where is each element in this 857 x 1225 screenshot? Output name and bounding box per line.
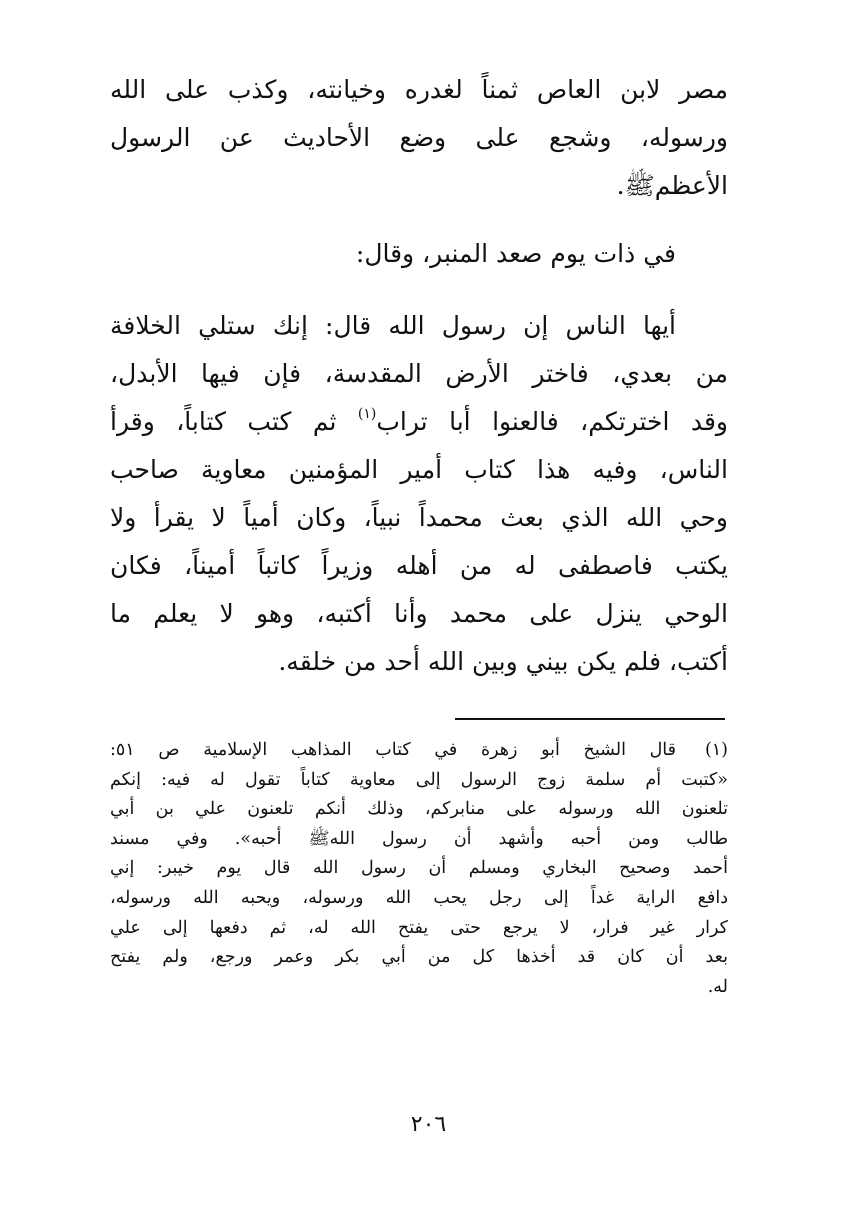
footnote-body (110, 736, 676, 766)
footnote-line: له. (707, 976, 728, 997)
paragraph-3 (110, 302, 728, 686)
footnote-line: أحمد وصحيح البخاري ومسلم أن رسول الله قال يوم خيبر: إني (110, 858, 728, 879)
text-line: في ذات يوم صعد المنبر، وقال: (355, 239, 676, 268)
text-segment: ثم كتب كتاباً، وقرأ (110, 407, 337, 436)
text-line: الوحي ينزل على محمد وأنا أكتبه، وهو لا يعلم ما (110, 599, 728, 628)
footnote-line: «كتبت أم سلمة زوج الرسول إلى معاوية كتاباً تقول له فيه: إنكم (110, 769, 728, 790)
footnote (110, 736, 728, 1002)
footnote-line: كرار غير فرار، لا يرجع حتى يفتح الله له، ثم دفعها إلى علي (110, 917, 728, 938)
footnote-line: تلعنون الله ورسوله على منابركم، وذلك أنكم تلعنون علي بن أبي (110, 799, 728, 820)
footnote-separator (455, 718, 725, 720)
text-line: وحي الله الذي بعث محمداً نبياً، وكان أمياً لا يقرأ ولا (110, 503, 728, 532)
footnote-line: دافع الراية غداً إلى رجل يحب الله ورسوله، ويحبه الله ورسوله، (110, 887, 728, 908)
footnote-line: طالب ومن أحبه وأشهد أن رسول اللهﷺ أحبه». وفي مسند (110, 828, 728, 849)
paragraph-1 (110, 66, 728, 210)
text-line: الناس، وفيه هذا كتاب أمير المؤمنين معاوية صاحب (110, 455, 728, 484)
footnote-line: قال الشيخ أبو زهرة في كتاب المذاهب الإسلامية ص ٥١: (110, 740, 676, 760)
text-line-with-footnote (110, 398, 728, 446)
page-number: ٢٠٦ (410, 1112, 447, 1137)
text-line: أيها الناس إن رسول الله قال: إنك ستلي الخلافة (110, 311, 676, 340)
footnote-number: (١) (704, 740, 728, 760)
text-segment: وقد اخترتكم، فالعنوا أبا تراب (376, 407, 728, 436)
text-line: الأعظمﷺ. (616, 171, 728, 200)
text-line: يكتب فاصطفى له من أهله وزيراً كاتباً أميناً، فكان (110, 551, 728, 580)
text-line: من بعدي، فاختر الأرض المقدسة، فإن فيها الأبدل، (110, 359, 728, 388)
text-line: مصر لابن العاص ثمناً لغدره وخيانته، وكذب على الله (110, 75, 728, 104)
text-line: أكتب، فلم يكن بيني وبين الله أحد من خلقه. (278, 647, 728, 676)
text-line: ورسوله، وشجع على وضع الأحاديث عن الرسول (110, 123, 728, 152)
footnote-reference[interactable]: (١) (357, 406, 377, 422)
paragraph-2 (110, 230, 728, 278)
footnote-line: بعد أن كان قد أخذها كل من أبي بكر وعمر ورجع، ولم يفتح (110, 947, 728, 968)
